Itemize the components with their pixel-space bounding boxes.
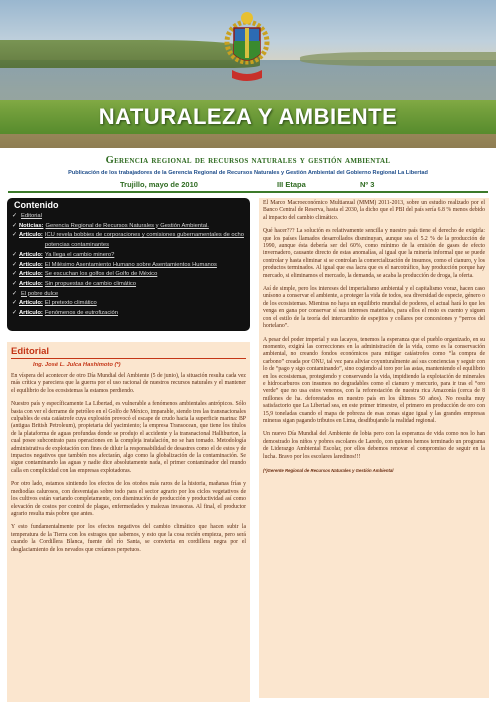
bullet-icon: ✓: [12, 251, 18, 258]
toc-link[interactable]: Gerencia Regional de Recursos Naturales y Gestión Ambiental.: [45, 222, 209, 229]
newsletter-subtitle: Gerencia regional de recursos naturales y gestión ambiental: [105, 155, 391, 166]
header-banner: [0, 0, 496, 148]
bullet-icon: ✓: [12, 300, 18, 307]
publication-line: Publicación de los trabajadores de la Gerencia Regional de Recursos Naturales y Gestión Ambiental del Gobierno Regional La Libertad: [68, 170, 428, 176]
toc-item[interactable]: [12, 212, 248, 222]
toc-link[interactable]: ICU revela bobbies de corporaciones y comisiones gubernamentales de ocho potencias contaminantes: [44, 232, 244, 249]
editorial-section: [7, 342, 250, 702]
toc-link[interactable]: El pretexto climático: [44, 300, 97, 307]
toc-link[interactable]: Se escuchan los golfos del Golfo de México: [44, 271, 158, 278]
table-of-contents: [7, 198, 250, 331]
toc-item[interactable]: ✓ Artículo: Ya llega el cambio minero?: [12, 251, 248, 261]
stage-label: III Etapa: [277, 180, 306, 189]
bullet-icon: ✓: [12, 310, 18, 317]
issue-number: Nº 3: [360, 180, 375, 189]
regional-emblem-icon: [218, 8, 276, 88]
toc-link[interactable]: El pobre dulce: [21, 290, 59, 297]
body-paragraph: Qué hacer??? La solución es relativamente sencilla y nuestro país tiene el derecho de exigirla: que los países llamados desarrollados disminuyan, aunque sea el 5.2 % de la producción de 1990, aunque ésta debería ser del 60%, como mínimo de la emisión de gases de efecto invernadero, causante directo de estas anomalías, al igual que la minería informal que se puede controlar y hasta eliminar si se controlan la comercialización de insumos, como el cianuro, y los productos terminados. Al igual que esa lacra que es el narcotráfico, hay producción porque hay mercado, si eliminamos el mercado, la demanda, se acaba la producción de droga, la oferta.: [263, 228, 485, 279]
toc-item[interactable]: [12, 290, 248, 300]
toc-link[interactable]: El Milésimo Asentamiento Humano sobre Asentamientos Humanos: [44, 261, 217, 268]
bullet-icon: ✓: [12, 280, 18, 287]
toc-item[interactable]: ✓ Artículo: Fenómenos de eutrofización: [12, 309, 248, 319]
right-column: [259, 198, 489, 698]
bullet-icon: ✓: [12, 232, 18, 239]
bullet-icon: ✓: [12, 213, 18, 219]
reeds-image-right: [300, 52, 496, 66]
body-paragraph: Así de simple, pero los intereses del imperialismo ambiental y el capitalismo voraz, hacen caso unísono a conservar el ambiente, a proteger la vida de todos, sea diversidad de especie, género o de los ecosistemas. Mientras no haya un equilibrio mundial de poderes, el actual hará lo que les venga en gana por conservar sí sus intereses materiales, para ellos el resto es cuento y siguen con el estilo de la teoría del intercambio de espejitos y collares por concesiones y “perros del hortelano”.: [263, 286, 485, 330]
header-divider: [8, 191, 488, 193]
toc-item[interactable]: ✓ Artículo: Se escuchan los golfos del Golfo de México: [12, 270, 248, 280]
editorial-paragraph: Por otro lado, estamos sintiendo los efectos de los otoños más raros de la historia, mañanas frías y mediodías calurosos, con desventajas sobre todo para el sector agrario por los ciclos vegetativos de los cultivos están variando completamente, con disminución de producción y productividad así como elevación de costos por control de plagas, enfermedades y malezas invasoras. Al final, el productor agrario resulta más pobre que antes.: [11, 481, 246, 517]
editorial-author: Ing. José L. Julca Hashimoto (*): [33, 362, 121, 368]
editorial-paragraph: Y esto fundamentalmente por los efectos negativos del cambio climático que hacen subir la temperatura de la Tierra con los estragos que sabemos, y esto que la cosa recién empieza, pero será cuando la Cordillera Blanca, fuente del río Santa, se convierta en cordillera negra por el desglaciamiento de los nevados que creíamos perpetuos.: [11, 524, 246, 553]
editorial-paragraph: En víspera del acontecer de otro Día Mundial del Ambiente (5 de junio), la situación resulta cada vez más crítica y pareciera que la guerra por el uso racional de nuestros recursos naturales y el mantener el equilibrio de los ecosistemas la estamos perdiendo.: [11, 373, 246, 394]
editorial-body: [11, 373, 246, 560]
toc-heading: Contenido: [14, 200, 59, 210]
body-paragraph: Un nuevo Día Mundial del Ambiente de lobia pero con la esperanza de vida como nos lo han demostrado los niños y pobres escolares de Laredo, con quienes hemos terminado un programa de Liderazgo Ambiental Escolar, por ellos debemos renovar el compromiso de seguir en la lucha. Bravo por los escolares laredinos!!!: [263, 431, 485, 460]
toc-item[interactable]: ✓ Artículo: Sin propuestas de cambio climático: [12, 280, 248, 290]
bullet-icon: ✓: [12, 290, 18, 297]
toc-link[interactable]: Editorial: [21, 213, 42, 219]
right-column-body: [263, 200, 485, 480]
toc-item[interactable]: ✓ Artículo: El Milésimo Asentamiento Humano sobre Asentamientos Humanos: [12, 261, 248, 271]
toc-item[interactable]: ✓ Artículo: El pretexto climático: [12, 299, 248, 309]
toc-item[interactable]: ✓ Artículo: ICU revela bobbies de corporaciones y comisiones gubernamentales de ocho potencias contaminantes: [12, 231, 248, 250]
toc-item[interactable]: ✓ Noticias: Gerencia Regional de Recursos Naturales y Gestión Ambiental.: [12, 222, 248, 232]
editorial-divider: [11, 358, 246, 359]
bullet-icon: ✓: [12, 261, 18, 268]
toc-list: [12, 212, 248, 319]
bullet-icon: ✓: [12, 271, 18, 278]
toc-link[interactable]: Ya llega el cambio minero?: [44, 251, 115, 258]
editorial-heading: Editorial: [11, 346, 50, 357]
body-paragraph: A pesar del poder imperial y sus lacayos, tenemos la esperanza que el pueblo organizado, en su momento, exigirá las correcciones en la administración de la vida, como es la conservación ambiental, no creando fondos económicos para mitigar catástrofes como “la compra de carbono” creada por ONU, tal vez para aliviar coyunturalmente así sus conciencias y seguir con lo de “pago y sigo contaminando”, sino cogiendo al toro por las astas, manteniendo el equilibrio en los ecosistemas, protegiendo y conservando la vida, impidiendo la explotación de minerales e hidrocarburos con insumos no degradables como el cianuro y mercurio, para ir tras el “oro verde” que no usa estos venenos, con la reforestación de nuestra rica Amazonía (cerca de 8 millones de ha. deforestados en nuestro país en los últimos 50 años). No resulta muy satisfactorio que La Libertad sea, en este primer trimestre, el primero en producción de oro con 15,9 toneladas cuando el mapa de pobreza de esas zonas sigue igual y las grandes empresas mineras sigan pagando tributos en Lima, desdibujando la realidad regional.: [263, 336, 485, 424]
newsletter-title: NATURALEZA Y AMBIENTE: [98, 104, 398, 129]
toc-link[interactable]: Fenómenos de eutrofización: [44, 310, 118, 317]
bullet-icon: ✓: [12, 222, 18, 229]
place-date: Trujillo, mayo de 2010: [120, 180, 198, 189]
author-footnote: (*)Gerente Regional de Recursos Naturales y Gestión Ambiental: [263, 468, 394, 473]
toc-link[interactable]: Sin propuestas de cambio climático: [44, 280, 137, 287]
body-paragraph: El Marco Macroeconómico Multianual (MMM) 2011-2013, sobre un estudio realizado por el Banco Central de Reserva, hasta el 2030, la dicho que el PBI del país sería 6.8 % menos debido al impacto del cambio climático.: [263, 200, 485, 221]
editorial-paragraph: Nuestro país y específicamente La Libertad, es vulnerable a fenómenos ambientales antrópicos. Sólo basta con ver el derrame de petróleo en el Golfo de México, imparable, siendo tres las transnacionales culpables de esta catástrofe cuya explosión provocó el escape de crudo hacia la superficie marina: BP (antigua British Petroleum), propietaria del yacimiento; la empresa Transocean, que tiene los títulos de la plataforma de aguas profundas donde se produjo el accidente y la transnacional Halliburton, la cual posee subcontrato para operaciones en la compleja instalación, no se han tomado. Metodología administrativa de explotación con fines de diluir la responsabilidad de desastres como el de estos y de impactos negativos que también nos afectarán, algo como la globalización de la contaminación. Se sigue contaminando las aguas y nadie dice absolutamente nada, el primer contaminador del mundo calla en complicidad con las empresas explotadoras.: [11, 401, 246, 474]
